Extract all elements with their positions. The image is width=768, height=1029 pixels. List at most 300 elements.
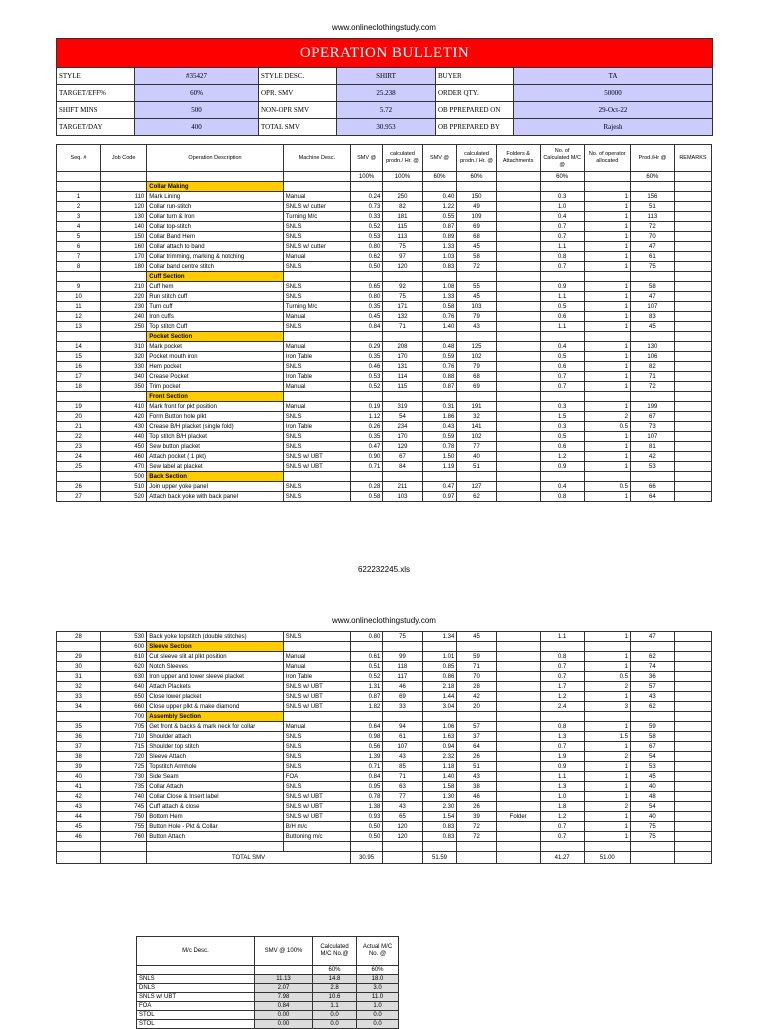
table-row	[57, 302, 712, 312]
table-row	[57, 252, 712, 262]
table-cell: 54	[383, 412, 422, 422]
table-cell: 640	[100, 682, 146, 692]
table-cell: Sew label at placket	[147, 462, 284, 472]
section-cell	[674, 392, 711, 402]
table-cell: SNLS w/ UBT	[283, 462, 350, 472]
header-row	[57, 85, 713, 102]
table-cell: 75	[383, 242, 422, 252]
table-cell	[674, 242, 711, 252]
table-cell: 7	[57, 252, 101, 262]
table-cell: SNLS	[283, 262, 350, 272]
table-cell: 32	[57, 682, 101, 692]
table-row	[57, 692, 712, 702]
table-cell: 1.9	[540, 752, 584, 762]
spacer-cell	[674, 842, 711, 852]
table-cell: 1.39	[350, 752, 382, 762]
table-cell: 97	[383, 252, 422, 262]
table-cell	[496, 742, 540, 752]
column-subheader	[283, 172, 350, 182]
table-cell: 0.83	[422, 822, 457, 832]
table-cell	[496, 682, 540, 692]
table-cell: Collar run-stitch	[147, 202, 284, 212]
table-row	[57, 782, 712, 792]
table-cell: 725	[100, 762, 146, 772]
table-cell: 109	[457, 212, 496, 222]
table-cell: 1.40	[422, 322, 457, 332]
table-cell: 1	[584, 262, 630, 272]
section-cell	[350, 182, 382, 192]
total-mc: 41.27	[540, 852, 584, 864]
table-cell: 156	[630, 192, 674, 202]
spacer-row	[57, 842, 712, 852]
summary-cell: 10.6	[313, 993, 357, 1002]
table-cell: Hem pocket	[147, 362, 284, 372]
table-cell: 107	[630, 432, 674, 442]
table-cell: 12	[57, 312, 101, 322]
table-cell	[674, 832, 711, 842]
table-cell: 1.33	[422, 292, 457, 302]
table-cell: Form Button hole plkt	[147, 412, 284, 422]
table-cell: 0.52	[350, 222, 382, 232]
section-cell	[350, 642, 382, 652]
total-smv60: 51.59	[422, 852, 457, 864]
table-cell: 102	[457, 352, 496, 362]
table-cell: 1	[57, 192, 101, 202]
table-cell	[496, 382, 540, 392]
table-cell: 48	[630, 792, 674, 802]
table-cell: 191	[457, 402, 496, 412]
spacer-cell	[147, 842, 284, 852]
table-cell: 1	[584, 352, 630, 362]
summary-cell: 2.8	[313, 984, 357, 993]
column-subheader	[100, 172, 146, 182]
table-cell: 64	[457, 742, 496, 752]
table-cell: 0.9	[540, 462, 584, 472]
spacer-cell	[457, 842, 496, 852]
table-cell: 140	[100, 222, 146, 232]
table-cell: SNLS	[283, 222, 350, 232]
table-cell: 0.8	[540, 492, 584, 502]
table-cell: 715	[100, 742, 146, 752]
summary-cell: 0.00	[255, 1020, 313, 1029]
summary-cell: 0.0	[357, 1020, 399, 1029]
table-cell: 0.62	[350, 252, 382, 262]
column-subheader: 60%	[457, 172, 496, 182]
table-cell: 0.52	[350, 672, 382, 682]
section-cell	[422, 712, 457, 722]
table-cell: Collar top-stitch	[147, 222, 284, 232]
table-cell: 340	[100, 372, 146, 382]
table-cell: 0.64	[350, 722, 382, 732]
table-cell: 1.12	[350, 412, 382, 422]
table-cell	[496, 342, 540, 352]
table-row	[57, 242, 712, 252]
table-cell: SNLS	[283, 442, 350, 452]
section-cell	[540, 642, 584, 652]
table-row	[57, 342, 712, 352]
section-cell	[383, 332, 422, 342]
table-cell: SNLS	[283, 362, 350, 372]
total-op: 51.00	[584, 852, 630, 864]
table-cell	[496, 222, 540, 232]
table-cell: 81	[630, 442, 674, 452]
table-cell: 250	[383, 192, 422, 202]
table-cell: 47	[630, 242, 674, 252]
table-cell: 1.5	[540, 412, 584, 422]
summary-row	[137, 1020, 399, 1029]
table-cell: 745	[100, 802, 146, 812]
table-cell: 330	[100, 362, 146, 372]
section-cell	[57, 182, 101, 192]
table-cell: 37	[57, 742, 101, 752]
table-cell: 114	[383, 372, 422, 382]
table-cell: 0.6	[540, 312, 584, 322]
table-cell: 234	[383, 422, 422, 432]
table-row	[57, 452, 712, 462]
table-cell: 25	[57, 462, 101, 472]
table-cell: 755	[100, 822, 146, 832]
table-cell: Pocket mouth iron	[147, 352, 284, 362]
table-cell	[674, 372, 711, 382]
table-cell: Run stitch cuff	[147, 292, 284, 302]
section-cell	[457, 182, 496, 192]
table-cell: Close upper plkt & make diamond	[147, 702, 284, 712]
table-cell	[674, 772, 711, 782]
table-cell: 127	[457, 482, 496, 492]
table-cell: 0.40	[422, 192, 457, 202]
section-cell	[496, 182, 540, 192]
header-row	[57, 102, 713, 119]
table-cell: 0.4	[540, 212, 584, 222]
table-cell: 1	[584, 782, 630, 792]
table-cell: 118	[383, 662, 422, 672]
table-row	[57, 192, 712, 202]
section-cell	[496, 642, 540, 652]
table-cell: SNLS w/ UBT	[283, 692, 350, 702]
column-header: No. of Calculated M/C @	[540, 145, 584, 172]
table-cell: 55	[457, 282, 496, 292]
total-cell	[383, 852, 422, 864]
table-cell: 31	[57, 672, 101, 682]
table-cell: 106	[630, 352, 674, 362]
table-cell: Notch Sleeves	[147, 662, 284, 672]
section-cell	[674, 642, 711, 652]
section-cell	[496, 472, 540, 482]
table-row	[57, 662, 712, 672]
table-cell: 0.4	[540, 342, 584, 352]
table-cell: SNLS w/ cutter	[283, 242, 350, 252]
table-row	[57, 652, 712, 662]
table-cell: SNLS	[283, 632, 350, 642]
table-row	[57, 222, 712, 232]
spacer-cell	[422, 842, 457, 852]
table-cell: 0.35	[350, 302, 382, 312]
table-cell: 0.76	[422, 362, 457, 372]
table-cell: 0.73	[350, 202, 382, 212]
table-cell	[674, 722, 711, 732]
table-cell: 710	[100, 732, 146, 742]
table-cell: Trim pocket	[147, 382, 284, 392]
table-cell: 3	[584, 702, 630, 712]
table-cell: 65	[383, 812, 422, 822]
table-cell: SNLS	[283, 732, 350, 742]
table-cell: 42	[457, 692, 496, 702]
table-cell: Cuff attach & close	[147, 802, 284, 812]
table-row	[57, 772, 712, 782]
table-cell: 45	[457, 292, 496, 302]
spacer-cell	[283, 842, 350, 852]
table-cell: 0.46	[350, 362, 382, 372]
section-cell	[540, 472, 584, 482]
column-subheader	[147, 172, 284, 182]
table-cell: 70	[457, 672, 496, 682]
table-cell: 141	[457, 422, 496, 432]
section-cell	[674, 712, 711, 722]
table-row	[57, 752, 712, 762]
table-cell: 1.44	[422, 692, 457, 702]
section-cell	[630, 472, 674, 482]
section-name: Pocket Section	[147, 332, 284, 342]
table-cell: 1.1	[540, 242, 584, 252]
table-cell: 171	[383, 302, 422, 312]
table-cell: Iron upper and lower sleeve placket	[147, 672, 284, 682]
table-row	[57, 402, 712, 412]
summary-cell: FOA	[137, 1002, 255, 1011]
table-cell: Shoulder top stitch	[147, 742, 284, 752]
total-smv100: 30.95	[350, 852, 382, 864]
table-cell	[496, 202, 540, 212]
table-cell: 2.18	[422, 682, 457, 692]
column-subheader: 100%	[383, 172, 422, 182]
summary-cell: 2.07	[255, 984, 313, 993]
table-cell: 210	[100, 282, 146, 292]
section-cell	[674, 472, 711, 482]
table-cell: 1	[584, 372, 630, 382]
section-cell	[283, 392, 350, 402]
table-cell	[674, 452, 711, 462]
table-cell: 0.90	[350, 452, 382, 462]
table-cell: 610	[100, 652, 146, 662]
header-value: 25.238	[337, 85, 436, 102]
table-cell	[674, 782, 711, 792]
table-cell	[674, 442, 711, 452]
table-cell	[674, 312, 711, 322]
table-cell: Cuff hem	[147, 282, 284, 292]
table-cell: 30	[57, 662, 101, 672]
header-label: TARGET/DAY	[57, 119, 135, 136]
table-cell: 1.08	[422, 282, 457, 292]
table-cell: Back yoke topstitch (double stitches)	[147, 632, 284, 642]
table-cell: 54	[630, 752, 674, 762]
table-cell	[674, 732, 711, 742]
table-cell: 0.6	[540, 362, 584, 372]
table-cell: Turn cuff	[147, 302, 284, 312]
table-row	[57, 722, 712, 732]
table-cell: 0.5	[540, 352, 584, 362]
table-cell: 51	[457, 762, 496, 772]
table-cell: 43	[457, 772, 496, 782]
page-title: OPERATION BULLETIN	[57, 39, 713, 68]
table-cell: 67	[630, 412, 674, 422]
table-cell: 3.04	[422, 702, 457, 712]
table-cell: Bottom Hem	[147, 812, 284, 822]
table-cell	[496, 802, 540, 812]
table-cell	[674, 342, 711, 352]
spacer-cell	[584, 842, 630, 852]
table-cell: Mark front for pkt position	[147, 402, 284, 412]
table-row	[57, 732, 712, 742]
table-cell: 0.5	[584, 482, 630, 492]
table-cell	[496, 322, 540, 332]
section-code	[100, 332, 146, 342]
summary-row	[137, 993, 399, 1002]
table-cell: 199	[630, 402, 674, 412]
table-cell: Iron Table	[283, 672, 350, 682]
table-cell: 0.8	[540, 722, 584, 732]
table-cell	[496, 262, 540, 272]
total-row	[57, 852, 712, 864]
table-cell: 150	[100, 232, 146, 242]
table-row	[57, 412, 712, 422]
table-cell: 150	[457, 192, 496, 202]
table-row	[57, 672, 712, 682]
section-row	[57, 182, 712, 192]
table-cell	[674, 662, 711, 672]
table-cell: SNLS	[283, 782, 350, 792]
section-name: Cuff Section	[147, 272, 284, 282]
table-row	[57, 352, 712, 362]
section-cell	[283, 472, 350, 482]
table-cell: 58	[457, 252, 496, 262]
table-cell: 13	[57, 322, 101, 332]
table-cell: Shoulder attach	[147, 732, 284, 742]
table-cell: 0.7	[540, 832, 584, 842]
table-cell: 1.50	[422, 452, 457, 462]
table-cell: 82	[630, 362, 674, 372]
summary-header: Calculated M/C No.@	[313, 937, 357, 966]
summary-row	[137, 1002, 399, 1011]
table-cell: 33	[57, 692, 101, 702]
table-cell: 63	[383, 782, 422, 792]
section-cell	[283, 272, 350, 282]
table-cell	[496, 412, 540, 422]
table-cell	[674, 792, 711, 802]
total-cell	[630, 852, 674, 864]
operation-table-page1	[56, 144, 712, 502]
table-row	[57, 212, 712, 222]
table-cell: 0.76	[422, 312, 457, 322]
section-cell	[540, 392, 584, 402]
table-cell: 5	[57, 232, 101, 242]
table-cell: 120	[100, 202, 146, 212]
table-cell: Collar trimming, marking & notching	[147, 252, 284, 262]
header-value: 29-Oct-22	[514, 102, 713, 119]
table-cell: 107	[630, 302, 674, 312]
table-cell	[674, 752, 711, 762]
section-name: Collar Making	[147, 182, 284, 192]
header-value: 400	[135, 119, 259, 136]
table-row	[57, 462, 712, 472]
table-cell: 47	[630, 292, 674, 302]
column-header: calculated prodn./ Hr. @	[457, 145, 496, 172]
section-cell	[457, 642, 496, 652]
table-row	[57, 372, 712, 382]
table-cell: 0.98	[350, 732, 382, 742]
table-cell: 0.5	[584, 672, 630, 682]
table-cell: 1.22	[422, 202, 457, 212]
table-cell: Attach Plackets	[147, 682, 284, 692]
table-cell	[674, 692, 711, 702]
section-cell	[57, 472, 101, 482]
table-cell	[496, 702, 540, 712]
table-cell: 510	[100, 482, 146, 492]
table-cell: SNLS	[283, 482, 350, 492]
table-cell: 17	[57, 372, 101, 382]
table-cell	[496, 662, 540, 672]
table-cell: Join upper yoke panel	[147, 482, 284, 492]
total-cell	[457, 852, 496, 864]
table-cell: 1.8	[540, 802, 584, 812]
table-cell	[674, 812, 711, 822]
table-cell: 77	[457, 442, 496, 452]
table-cell	[496, 722, 540, 732]
operation-table-page2	[56, 631, 712, 864]
table-cell: Top stitch B/H placket	[147, 432, 284, 442]
table-cell: 1.54	[422, 812, 457, 822]
table-cell	[674, 462, 711, 472]
table-cell: 1.1	[540, 632, 584, 642]
table-row	[57, 382, 712, 392]
table-cell: 1.01	[422, 652, 457, 662]
table-cell: 2	[584, 752, 630, 762]
table-cell: 74	[630, 662, 674, 672]
table-cell: 71	[630, 372, 674, 382]
table-cell	[496, 302, 540, 312]
table-cell: 0.95	[350, 782, 382, 792]
table-cell: 72	[630, 382, 674, 392]
table-cell: 68	[457, 372, 496, 382]
section-code: 600	[100, 642, 146, 652]
table-cell: 0.94	[422, 742, 457, 752]
section-cell	[540, 182, 584, 192]
table-cell: 0.84	[350, 322, 382, 332]
table-cell: 211	[383, 482, 422, 492]
table-cell: 3	[57, 212, 101, 222]
table-cell: 760	[100, 832, 146, 842]
section-name: Assembly Section	[147, 712, 284, 722]
table-cell	[496, 452, 540, 462]
table-cell: 1	[584, 362, 630, 372]
table-row	[57, 312, 712, 322]
table-cell	[496, 432, 540, 442]
table-cell: 0.48	[422, 342, 457, 352]
section-cell	[457, 332, 496, 342]
table-cell: 660	[100, 702, 146, 712]
table-cell: SNLS	[283, 752, 350, 762]
summary-cell: 11.13	[255, 975, 313, 984]
table-cell: 0.7	[540, 372, 584, 382]
table-cell: 39	[57, 762, 101, 772]
summary-cell: 1.1	[313, 1002, 357, 1011]
table-cell: 1	[584, 652, 630, 662]
section-cell	[457, 272, 496, 282]
table-cell: 1.33	[422, 242, 457, 252]
table-cell: 1.18	[422, 762, 457, 772]
header-label: ORDER QTY.	[436, 85, 514, 102]
table-cell: 0.33	[350, 212, 382, 222]
summary-cell: 7.98	[255, 993, 313, 1002]
table-cell: 0.50	[350, 262, 382, 272]
